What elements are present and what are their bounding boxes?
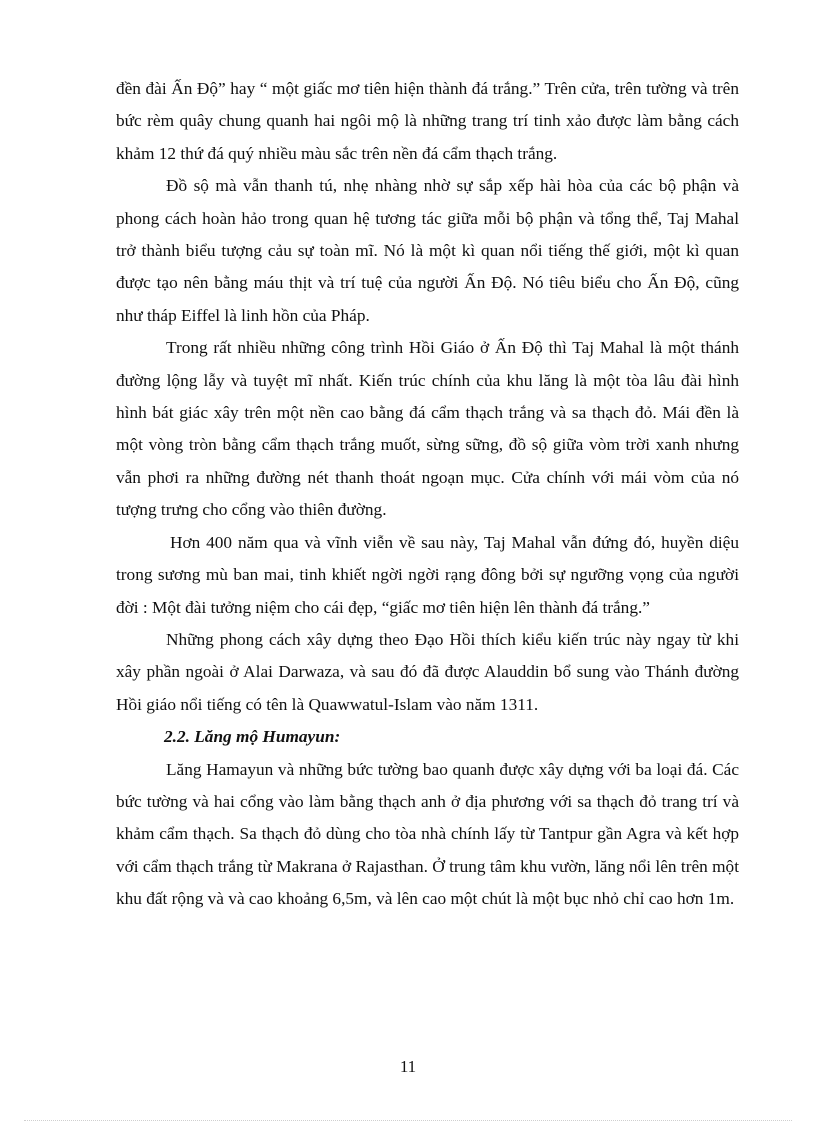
- paragraph-taj-mahal-400-years: Hơn 400 năm qua và vĩnh viễn về sau này, Taj Mahal vẫn đứng đó, huyền diệu trong sương mù ban mai, tinh khiết ngời ngời rạng đông bởi sự ngưỡng vọng của người đời : Một đài tưởng niệm cho cái đẹp, “giấc mơ tiên hiện lên thành đá trắng.”: [116, 532, 739, 617]
- paragraph-humayun-tomb: Lăng Hamayun và những bức tường bao quanh được xây dựng với ba loại đá. Các bức tường và hai cổng vào làm bằng thạch anh ở địa phương với sa thạch đỏ trang trí và khảm cẩm thạch. Sa thạch đỏ dùng cho tòa nhà chính lấy từ Tantpur gần Agra và kết hợp với cẩm thạch trắng từ Makrana ở Rajasthan. Ở trung tâm khu vườn, lăng nổi lên trên một khu đất rộng và và cao khoảng 6,5m, và lên cao một chút là một bục nhỏ chỉ cao hơn 1m.: [116, 759, 739, 909]
- page-bottom-divider: [24, 1120, 792, 1121]
- paragraph-taj-mahal-symbol: Đồ sộ mà vẫn thanh tú, nhẹ nhàng nhờ sự sắp xếp hài hòa của các bộ phận và phong cách hoàn hảo trong quan hệ tương tác giữa mỗi bộ phận và tổng thể, Taj Mahal trở thành biểu tượng cảu sự toàn mĩ. Nó là một kì quan nổi tiếng thế giới, một kì quan được tạo nên bằng máu thịt và trí tuệ của người Ấn Độ. Nó tiêu biểu cho Ấn Độ, cũng như tháp Eiffel là linh hồn của Pháp.: [116, 176, 739, 325]
- page-number: 11: [399, 1057, 417, 1076]
- page-body: [116, 73, 739, 916]
- paragraph-taj-mahal-architecture: Trong rất nhiều những công trình Hồi Giáo ở Ấn Độ thì Taj Mahal là một thánh đường lộng lẫy và tuyệt mĩ nhất. Kiến trúc chính của khu lăng là một tòa lâu đài hình hình bát giác xây trên một nền cao bằng đá cẩm thạch trắng và sa thạch đỏ. Mái đền là một vòng tròn bằng cẩm thạch trắng muốt, sừng sững, đồ sộ giữa vòm trời xanh nhưng vẫn phơi ra những đường nét thanh thoát ngoạn mục. Cửa chính với mái vòm của nó tượng trưng cho cổng vào thiên đường.: [116, 338, 739, 520]
- paragraph-taj-mahal-intro: đền đài Ấn Độ” hay “ một giấc mơ tiên hiện thành đá trắng.” Trên cửa, trên tường và trên bức rèm quây chung quanh hai ngôi mộ là những trang trí tinh xảo được làm bằng cách khảm 12 thứ đá quý nhiều màu sắc trên nền đá cẩm thạch trắng.: [116, 79, 739, 163]
- paragraph-islamic-style: Những phong cách xây dựng theo Đạo Hồi thích kiểu kiến trúc này ngay từ khi xây phần ngoài ở Alai Darwaza, và sau đó đã được Alauddin bổ sung vào Thánh đường Hồi giáo nổi tiếng có tên là Quawwatul-Islam vào năm 1311.: [116, 629, 739, 714]
- section-heading-humayun: 2.2. Lăng mộ Humayun:: [164, 727, 341, 747]
